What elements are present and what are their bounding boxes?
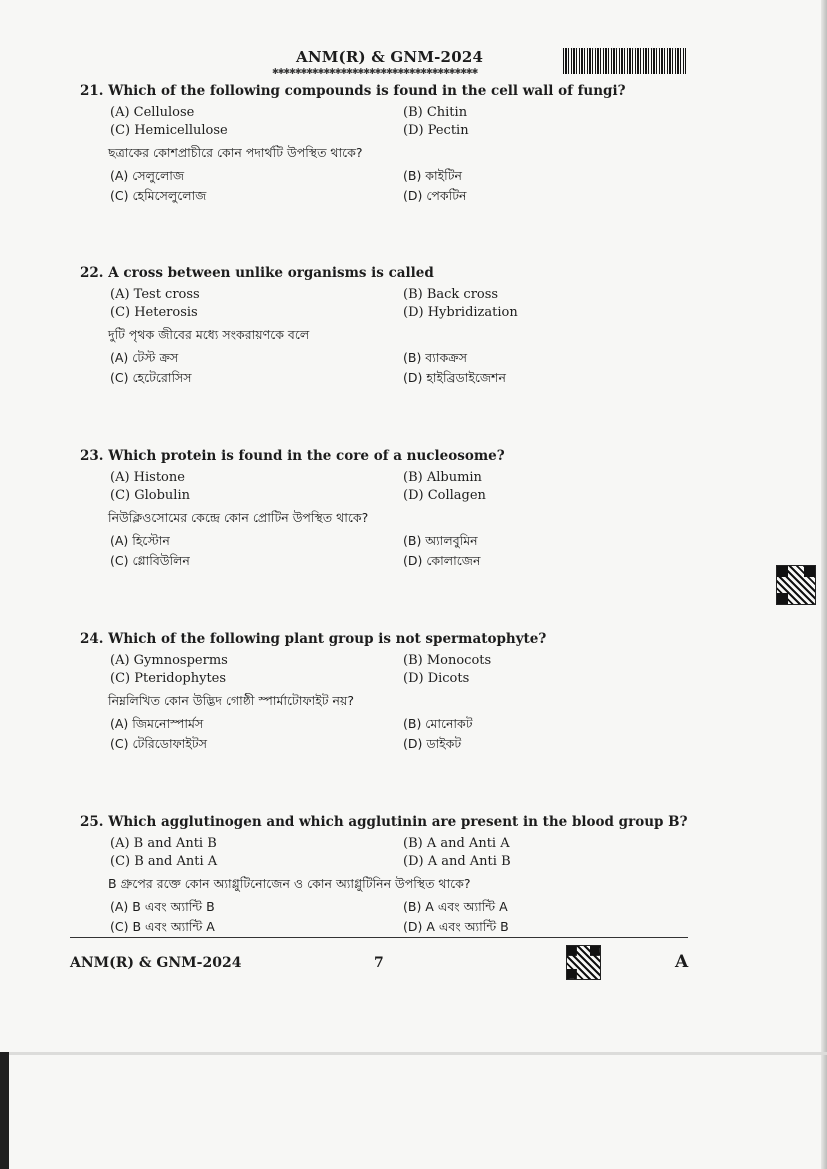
option-d[interactable]: (D) Dicots (403, 671, 470, 686)
barcode-icon (563, 48, 686, 74)
question-number: 25. (80, 814, 104, 830)
footer-divider (70, 937, 688, 938)
question-number: 24. (80, 631, 104, 647)
option-c-bengali[interactable]: (C) হেটেরোসিস (110, 370, 192, 385)
option-b[interactable]: (B) A and Anti A (403, 836, 510, 851)
qr-code-icon (776, 565, 816, 605)
question-label: Which protein is found in the core of a nucleosome? (108, 448, 505, 464)
header-stars: ✱✱✱✱✱✱✱✱✱✱✱✱✱✱✱✱✱✱✱✱✱✱✱✱✱✱✱✱✱✱✱✱✱✱✱✱ (272, 67, 478, 76)
option-a-bengali[interactable]: (A) টেস্ট ক্রস (110, 350, 179, 365)
option-c-bengali[interactable]: (C) হেমিসেলুলোজ (110, 188, 207, 203)
question-number: 21. (80, 83, 104, 99)
option-d-bengali[interactable]: (D) ডাইকট (403, 736, 462, 751)
option-a-bengali[interactable]: (A) B এবং অ্যান্টি B (110, 899, 215, 914)
option-a[interactable]: (A) B and Anti B (110, 836, 217, 851)
option-d[interactable]: (D) A and Anti B (403, 854, 511, 869)
question-text (80, 265, 434, 281)
option-b[interactable]: (B) Albumin (403, 470, 482, 485)
page-number: 7 (374, 955, 384, 971)
option-a[interactable]: (A) Histone (110, 470, 185, 485)
question-label: A cross between unlike organisms is called (108, 265, 434, 281)
option-b-bengali[interactable]: (B) অ্যালবুমিন (403, 533, 478, 548)
option-c-bengali[interactable]: (C) গ্লোবিউলিন (110, 553, 190, 568)
option-d-bengali[interactable]: (D) হাইব্রিডাইজেশন (403, 370, 506, 385)
option-a-bengali[interactable]: (A) হিস্টোন (110, 533, 170, 548)
question-text (80, 448, 505, 464)
option-a[interactable]: (A) Gymnosperms (110, 653, 228, 668)
option-c[interactable]: (C) Globulin (110, 488, 190, 503)
qr-code-icon (566, 945, 601, 980)
option-b-bengali[interactable]: (B) ব্যাকক্রস (403, 350, 467, 365)
question-label: Which of the following compounds is found in the cell wall of fungi? (108, 83, 626, 99)
option-b-bengali[interactable]: (B) A এবং অ্যান্টি A (403, 899, 508, 914)
option-c[interactable]: (C) B and Anti A (110, 854, 218, 869)
scan-edge-left (0, 1052, 9, 1169)
option-d-bengali[interactable]: (D) কোলাজেন (403, 553, 481, 568)
option-c[interactable]: (C) Heterosis (110, 305, 198, 320)
question-number: 23. (80, 448, 104, 464)
question-text (80, 814, 688, 830)
question-text-bengali: দুটি পৃথক জীবের মধ্যে সংকরায়ণকে বলে (108, 327, 310, 342)
question-text (80, 631, 546, 647)
option-d[interactable]: (D) Hybridization (403, 305, 518, 320)
footer-exam-title: ANM(R) & GNM-2024 (70, 955, 242, 971)
option-a-bengali[interactable]: (A) সেলুলোজ (110, 168, 185, 183)
question-set-code: A (675, 952, 689, 972)
question-text-bengali: নিম্নলিখিত কোন উদ্ভিদ গোষ্ঠী স্পার্মাটোফাইট নয়? (108, 693, 354, 708)
question-label: Which agglutinogen and which agglutinin are present in the blood group B? (108, 814, 688, 830)
option-d-bengali[interactable]: (D) পেকটিন (403, 188, 467, 203)
option-c[interactable]: (C) Hemicellulose (110, 123, 228, 138)
question-text-bengali: নিউক্লিওসোমের কেন্দ্রে কোন প্রোটিন উপস্থিত থাকে? (108, 510, 369, 525)
option-c-bengali[interactable]: (C) টেরিডোফাইটস (110, 736, 207, 751)
option-d-bengali[interactable]: (D) A এবং অ্যান্টি B (403, 919, 509, 934)
question-text-bengali: ছত্রাকের কোশপ্রাচীরে কোন পদার্থটি উপস্থিত থাকে? (108, 145, 363, 160)
question-label: Which of the following plant group is not spermatophyte? (108, 631, 547, 647)
option-b[interactable]: (B) Back cross (403, 287, 499, 302)
scan-shadow (9, 1052, 827, 1055)
option-b[interactable]: (B) Chitin (403, 105, 468, 120)
option-d[interactable]: (D) Collagen (403, 488, 486, 503)
option-c-bengali[interactable]: (C) B এবং অ্যান্টি A (110, 919, 215, 934)
question-text (80, 83, 626, 99)
option-b-bengali[interactable]: (B) মোনোকট (403, 716, 473, 731)
question-number: 22. (80, 265, 104, 281)
option-a-bengali[interactable]: (A) জিমনোস্পার্মস (110, 716, 204, 731)
option-b[interactable]: (B) Monocots (403, 653, 492, 668)
header-title: ANM(R) & GNM-2024 (296, 48, 484, 66)
scan-edge-right (821, 0, 827, 1169)
option-c[interactable]: (C) Pteridophytes (110, 671, 227, 686)
option-a[interactable]: (A) Test cross (110, 287, 200, 302)
option-b-bengali[interactable]: (B) কাইটিন (403, 168, 463, 183)
option-a[interactable]: (A) Cellulose (110, 105, 195, 120)
option-d[interactable]: (D) Pectin (403, 123, 469, 138)
question-text-bengali: B গ্রুপের রক্তে কোন অ্যাগ্লুটিনোজেন ও কোন অ্যাগ্লুটিনিন উপস্থিত থাকে? (108, 876, 471, 891)
